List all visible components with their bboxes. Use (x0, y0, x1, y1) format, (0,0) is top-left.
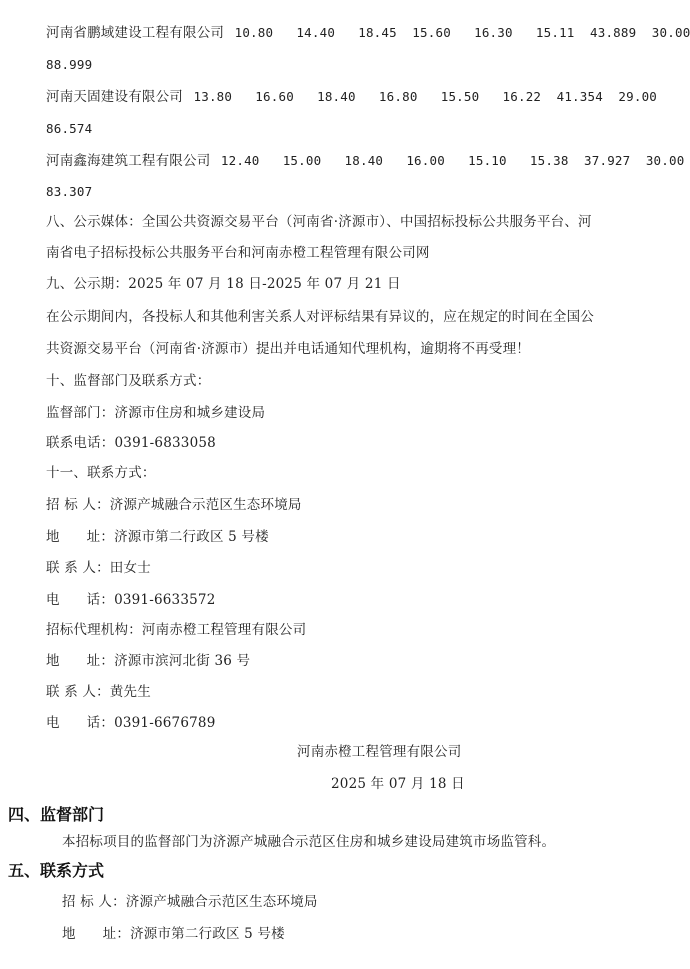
agency-address-label: 地 址： (46, 653, 115, 669)
bidder-scores: 10.80 14.40 18.45 15.60 16.30 15.11 43.889 30.00 (234, 25, 690, 40)
supervision-heading: 十、监督部门及联系方式： (46, 373, 211, 389)
agency-value: 河南赤橙工程管理有限公司 (141, 622, 307, 638)
agency-person-value: 黄先生 (109, 684, 151, 700)
section5-address-value: 济源市第二行政区 5 号楼 (130, 926, 285, 942)
media-line-2: 南省电子招标投标公共服务平台和河南赤橙工程管理有限公司网 (46, 245, 430, 261)
bidder-total: 86.574 (46, 121, 93, 136)
bidder-row (46, 88, 657, 106)
agency-person-label: 联 系 人： (46, 684, 110, 700)
bidder-scores: 13.80 16.60 18.40 16.80 15.50 16.22 41.354 29.00 (193, 89, 658, 104)
bidder-name: 河南省鹏域建设工程有限公司 (46, 25, 225, 41)
section5-tenderer-value: 济源产城融合示范区生态环境局 (125, 894, 318, 910)
agency-phone-value: 0391-6676789 (114, 715, 216, 731)
section4-heading: 四、监督部门 (8, 805, 105, 824)
bidder-total: 88.999 (46, 57, 93, 72)
agency-row (46, 621, 306, 639)
address-label: 地 址： (46, 529, 115, 545)
address-value: 济源市第二行政区 5 号楼 (114, 529, 269, 545)
publicity-period: 九、公示期：2025 年 07 月 18 日-2025 年 07 月 21 日 (46, 276, 401, 292)
contact-heading: 十一、联系方式： (46, 465, 156, 481)
tenderer-label: 招 标 人： (46, 497, 110, 513)
notice-line-2: 共资源交易平台（河南省·济源市）提出并电话通知代理机构，逾期将不再受理！ (46, 341, 530, 357)
tenderer-value: 济源产城融合示范区生态环境局 (109, 497, 302, 513)
bidder-name: 河南天固建设有限公司 (46, 89, 183, 105)
agency-address-value: 济源市滨河北街 36 号 (114, 653, 251, 669)
section5-heading: 五、联系方式 (8, 861, 105, 880)
person-value: 田女士 (109, 560, 151, 576)
section5-address-label: 地 址： (62, 926, 131, 942)
bidder-scores: 12.40 15.00 18.40 16.00 15.10 15.38 37.927 30.00 (220, 153, 685, 168)
agency-address-row (46, 652, 250, 670)
person-row (46, 559, 151, 577)
section5-tenderer-row (62, 893, 318, 911)
supervision-phone: 联系电话：0391-6833058 (46, 435, 216, 451)
phone-value: 0391-6633572 (114, 592, 216, 608)
bidder-row (46, 152, 684, 170)
section5-tenderer-label: 招 标 人： (62, 894, 126, 910)
notice-line-1: 在公示期间内，各投标人和其他利害关系人对评标结果有异议的，应在规定的时间在全国公 (46, 309, 594, 325)
agency-person-row (46, 683, 151, 701)
phone-row (46, 591, 216, 609)
bidder-total: 83.307 (46, 184, 93, 199)
bidder-row (46, 24, 690, 42)
supervision-dept: 监督部门：济源市住房和城乡建设局 (46, 405, 266, 421)
tenderer-row (46, 496, 302, 514)
agency-label: 招标代理机构： (46, 622, 142, 638)
section5-address-row (62, 925, 285, 943)
signature-date: 2025 年 07 月 18 日 (331, 776, 465, 792)
signature-company: 河南赤橙工程管理有限公司 (297, 744, 462, 760)
phone-label: 电 话： (46, 592, 115, 608)
address-row (46, 528, 269, 546)
agency-phone-row (46, 714, 216, 732)
section4-text: 本招标项目的监督部门为济源产城融合示范区住房和城乡建设局建筑市场监管科。 (62, 834, 556, 850)
person-label: 联 系 人： (46, 560, 110, 576)
media-line-1: 八、公示媒体：全国公共资源交易平台（河南省·济源市）、中国招标投标公共服务平台、河 (46, 214, 592, 230)
bidder-name: 河南鑫海建筑工程有限公司 (46, 153, 211, 169)
agency-phone-label: 电 话： (46, 715, 115, 731)
